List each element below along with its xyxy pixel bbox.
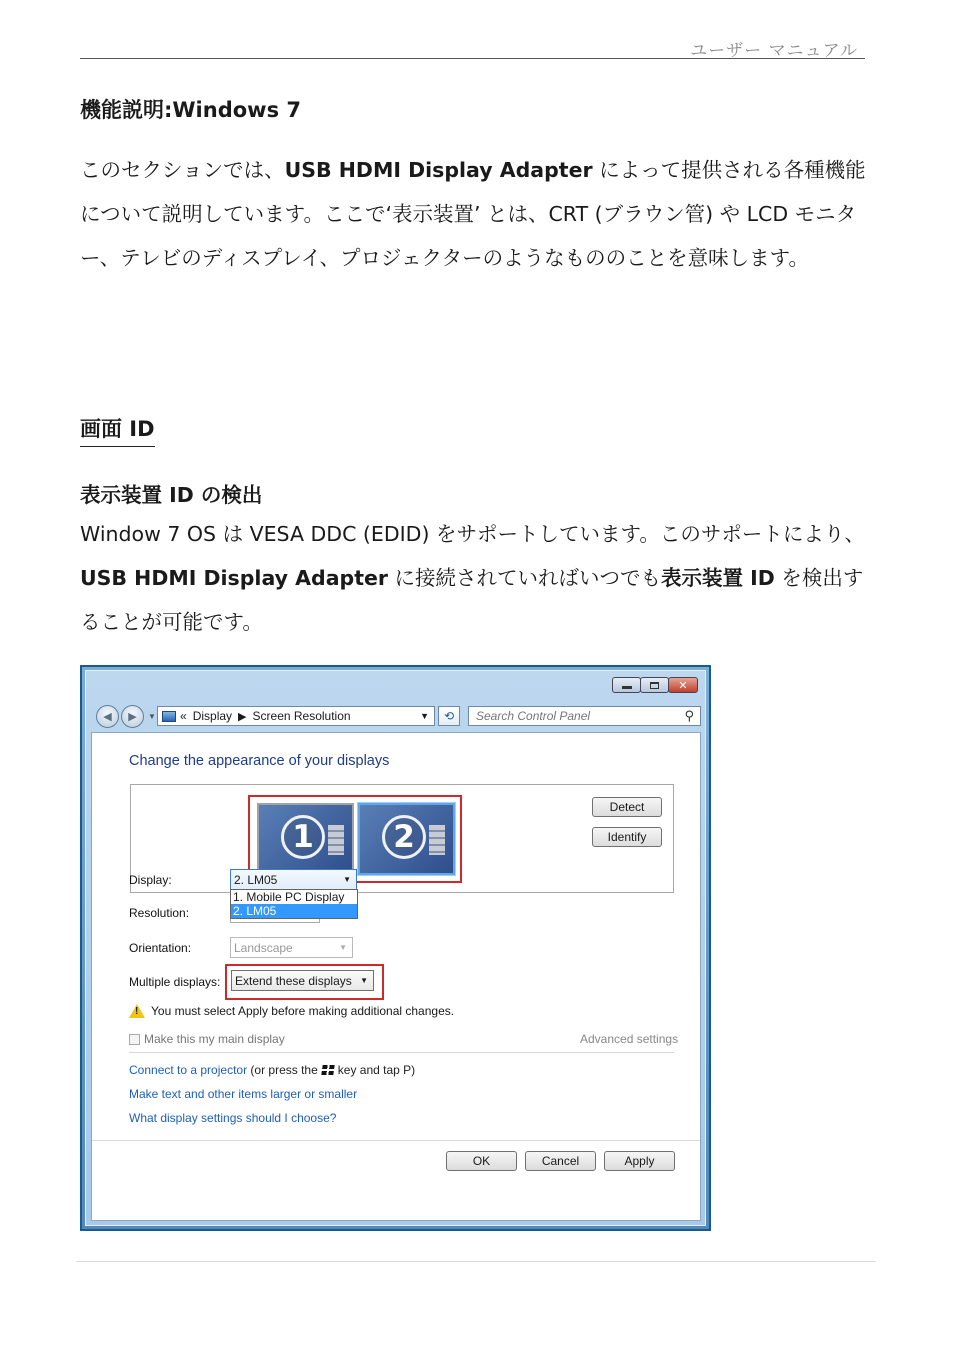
detect-id-paragraph: Window 7 OS は VESA DDC (EDID) をサポートしています。このサポートにより、USB HDMI Display Adapter に接続されていればいつでも表示装置 ID を検出することが可能です。 xyxy=(80,522,865,634)
intro-paragraph: このセクションでは、USB HDMI Display Adapter によって提供される各種機能について説明しています。ここで‘表示装置’ とは、CRT (ブラウン管) や LCD モニター、テレビのディスプレイ、プロジェクターのようなもののことを意味します。 xyxy=(80,158,866,270)
apply-warning xyxy=(129,1004,454,1018)
button-bar-divider xyxy=(92,1140,700,1141)
warning-text: You must select Apply before making additional changes. xyxy=(151,1004,455,1018)
detect-button[interactable]: Detect xyxy=(592,797,662,817)
resolution-label: Resolution: xyxy=(129,906,190,920)
forward-button[interactable] xyxy=(121,705,144,728)
breadcrumb-screen-resolution[interactable]: Screen Resolution xyxy=(252,709,351,723)
section-heading: 機能説明:Windows 7 xyxy=(80,98,301,122)
monitor-2-number: 2 xyxy=(382,815,426,859)
minimize-icon xyxy=(622,686,632,689)
close-icon: ✕ xyxy=(678,679,688,692)
maximize-button[interactable] xyxy=(640,677,669,693)
chevron-down-icon: ▼ xyxy=(339,943,347,952)
search-placeholder: Search Control Panel xyxy=(476,709,591,723)
apply-button[interactable]: Apply xyxy=(604,1151,675,1171)
window-frame xyxy=(85,670,706,1226)
main-display-checkbox[interactable] xyxy=(129,1034,140,1045)
windows-logo-icon xyxy=(321,1065,334,1075)
screen-id-heading: 画面 ID xyxy=(80,413,155,447)
connect-projector-link[interactable]: Connect to a projector xyxy=(129,1063,248,1077)
chevron-down-icon: ▼ xyxy=(343,875,351,884)
display-select[interactable] xyxy=(230,869,357,890)
chevron-down-icon: ▼ xyxy=(360,976,368,985)
orientation-label: Orientation: xyxy=(129,941,192,955)
breadcrumb-display[interactable]: Display xyxy=(192,709,233,723)
content-divider xyxy=(129,1052,674,1053)
monitor-1-taskbar-icon xyxy=(328,825,344,855)
refresh-icon: ⟲ xyxy=(443,709,455,723)
cancel-button[interactable]: Cancel xyxy=(525,1151,596,1171)
header-title: ユーザー マニュアル xyxy=(690,41,858,61)
warning-icon: ! xyxy=(129,1004,145,1018)
detect-id-subheading: 表示装置 ID の検出 xyxy=(80,483,263,507)
screen-resolution-window xyxy=(80,665,711,1231)
display-option-1[interactable]: 1. Mobile PC Display xyxy=(233,890,345,904)
display-label: Display: xyxy=(129,873,172,887)
minimize-button[interactable] xyxy=(612,677,641,693)
orientation-select-value: Landscape xyxy=(234,940,293,955)
header-rule xyxy=(80,58,865,59)
footer-rule xyxy=(76,1261,876,1262)
main-display-label: Make this my main display xyxy=(144,1032,285,1046)
back-button[interactable] xyxy=(96,705,119,728)
content-pane xyxy=(91,732,701,1221)
address-bar[interactable] xyxy=(157,706,435,726)
display-select-value: 2. LM05 xyxy=(234,872,278,887)
main-display-checkbox-row xyxy=(129,1032,285,1046)
monitor-1[interactable] xyxy=(257,803,354,875)
advanced-settings-link[interactable]: Advanced settings xyxy=(580,1032,679,1046)
refresh-button[interactable] xyxy=(438,706,460,726)
forward-arrow-icon: ▶ xyxy=(128,711,137,723)
caption-buttons xyxy=(613,677,698,693)
projector-hint-end: key and tap P) xyxy=(337,1063,416,1077)
dialog-title: Change the appearance of your displays xyxy=(129,753,390,769)
monitor-1-number: 1 xyxy=(281,815,325,859)
search-icon[interactable]: ⚲ xyxy=(684,708,694,723)
multiple-displays-label: Multiple displays: xyxy=(129,975,221,989)
ok-button[interactable]: OK xyxy=(446,1151,517,1171)
back-arrow-icon: ◀ xyxy=(103,711,112,723)
monitor-2-taskbar-icon xyxy=(429,825,445,855)
address-chevrons[interactable]: « xyxy=(180,709,187,723)
display-option-2[interactable]: 2. LM05 xyxy=(231,904,357,918)
multiple-displays-value: Extend these displays xyxy=(235,973,352,988)
recent-pages-dropdown-icon[interactable]: ▼ xyxy=(148,712,156,721)
search-input[interactable] xyxy=(468,706,701,726)
close-button[interactable] xyxy=(668,677,698,693)
monitor-2[interactable] xyxy=(358,803,455,875)
text-size-link[interactable]: Make text and other items larger or smaller xyxy=(129,1087,358,1101)
monitor-preview xyxy=(130,784,674,893)
breadcrumb-separator-icon[interactable]: ▶ xyxy=(238,710,247,723)
orientation-select[interactable] xyxy=(230,937,353,958)
control-panel-icon xyxy=(162,711,176,722)
projector-line xyxy=(129,1063,415,1077)
display-settings-help-link[interactable]: What display settings should I choose? xyxy=(129,1111,337,1125)
nav-buttons xyxy=(96,705,156,728)
maximize-icon xyxy=(650,682,659,689)
address-dropdown-icon[interactable]: ▼ xyxy=(420,711,429,721)
display-dropdown-list xyxy=(230,889,358,919)
multiple-displays-select[interactable] xyxy=(231,970,374,991)
identify-button[interactable]: Identify xyxy=(592,827,662,847)
projector-hint-start: (or press the xyxy=(247,1063,318,1077)
